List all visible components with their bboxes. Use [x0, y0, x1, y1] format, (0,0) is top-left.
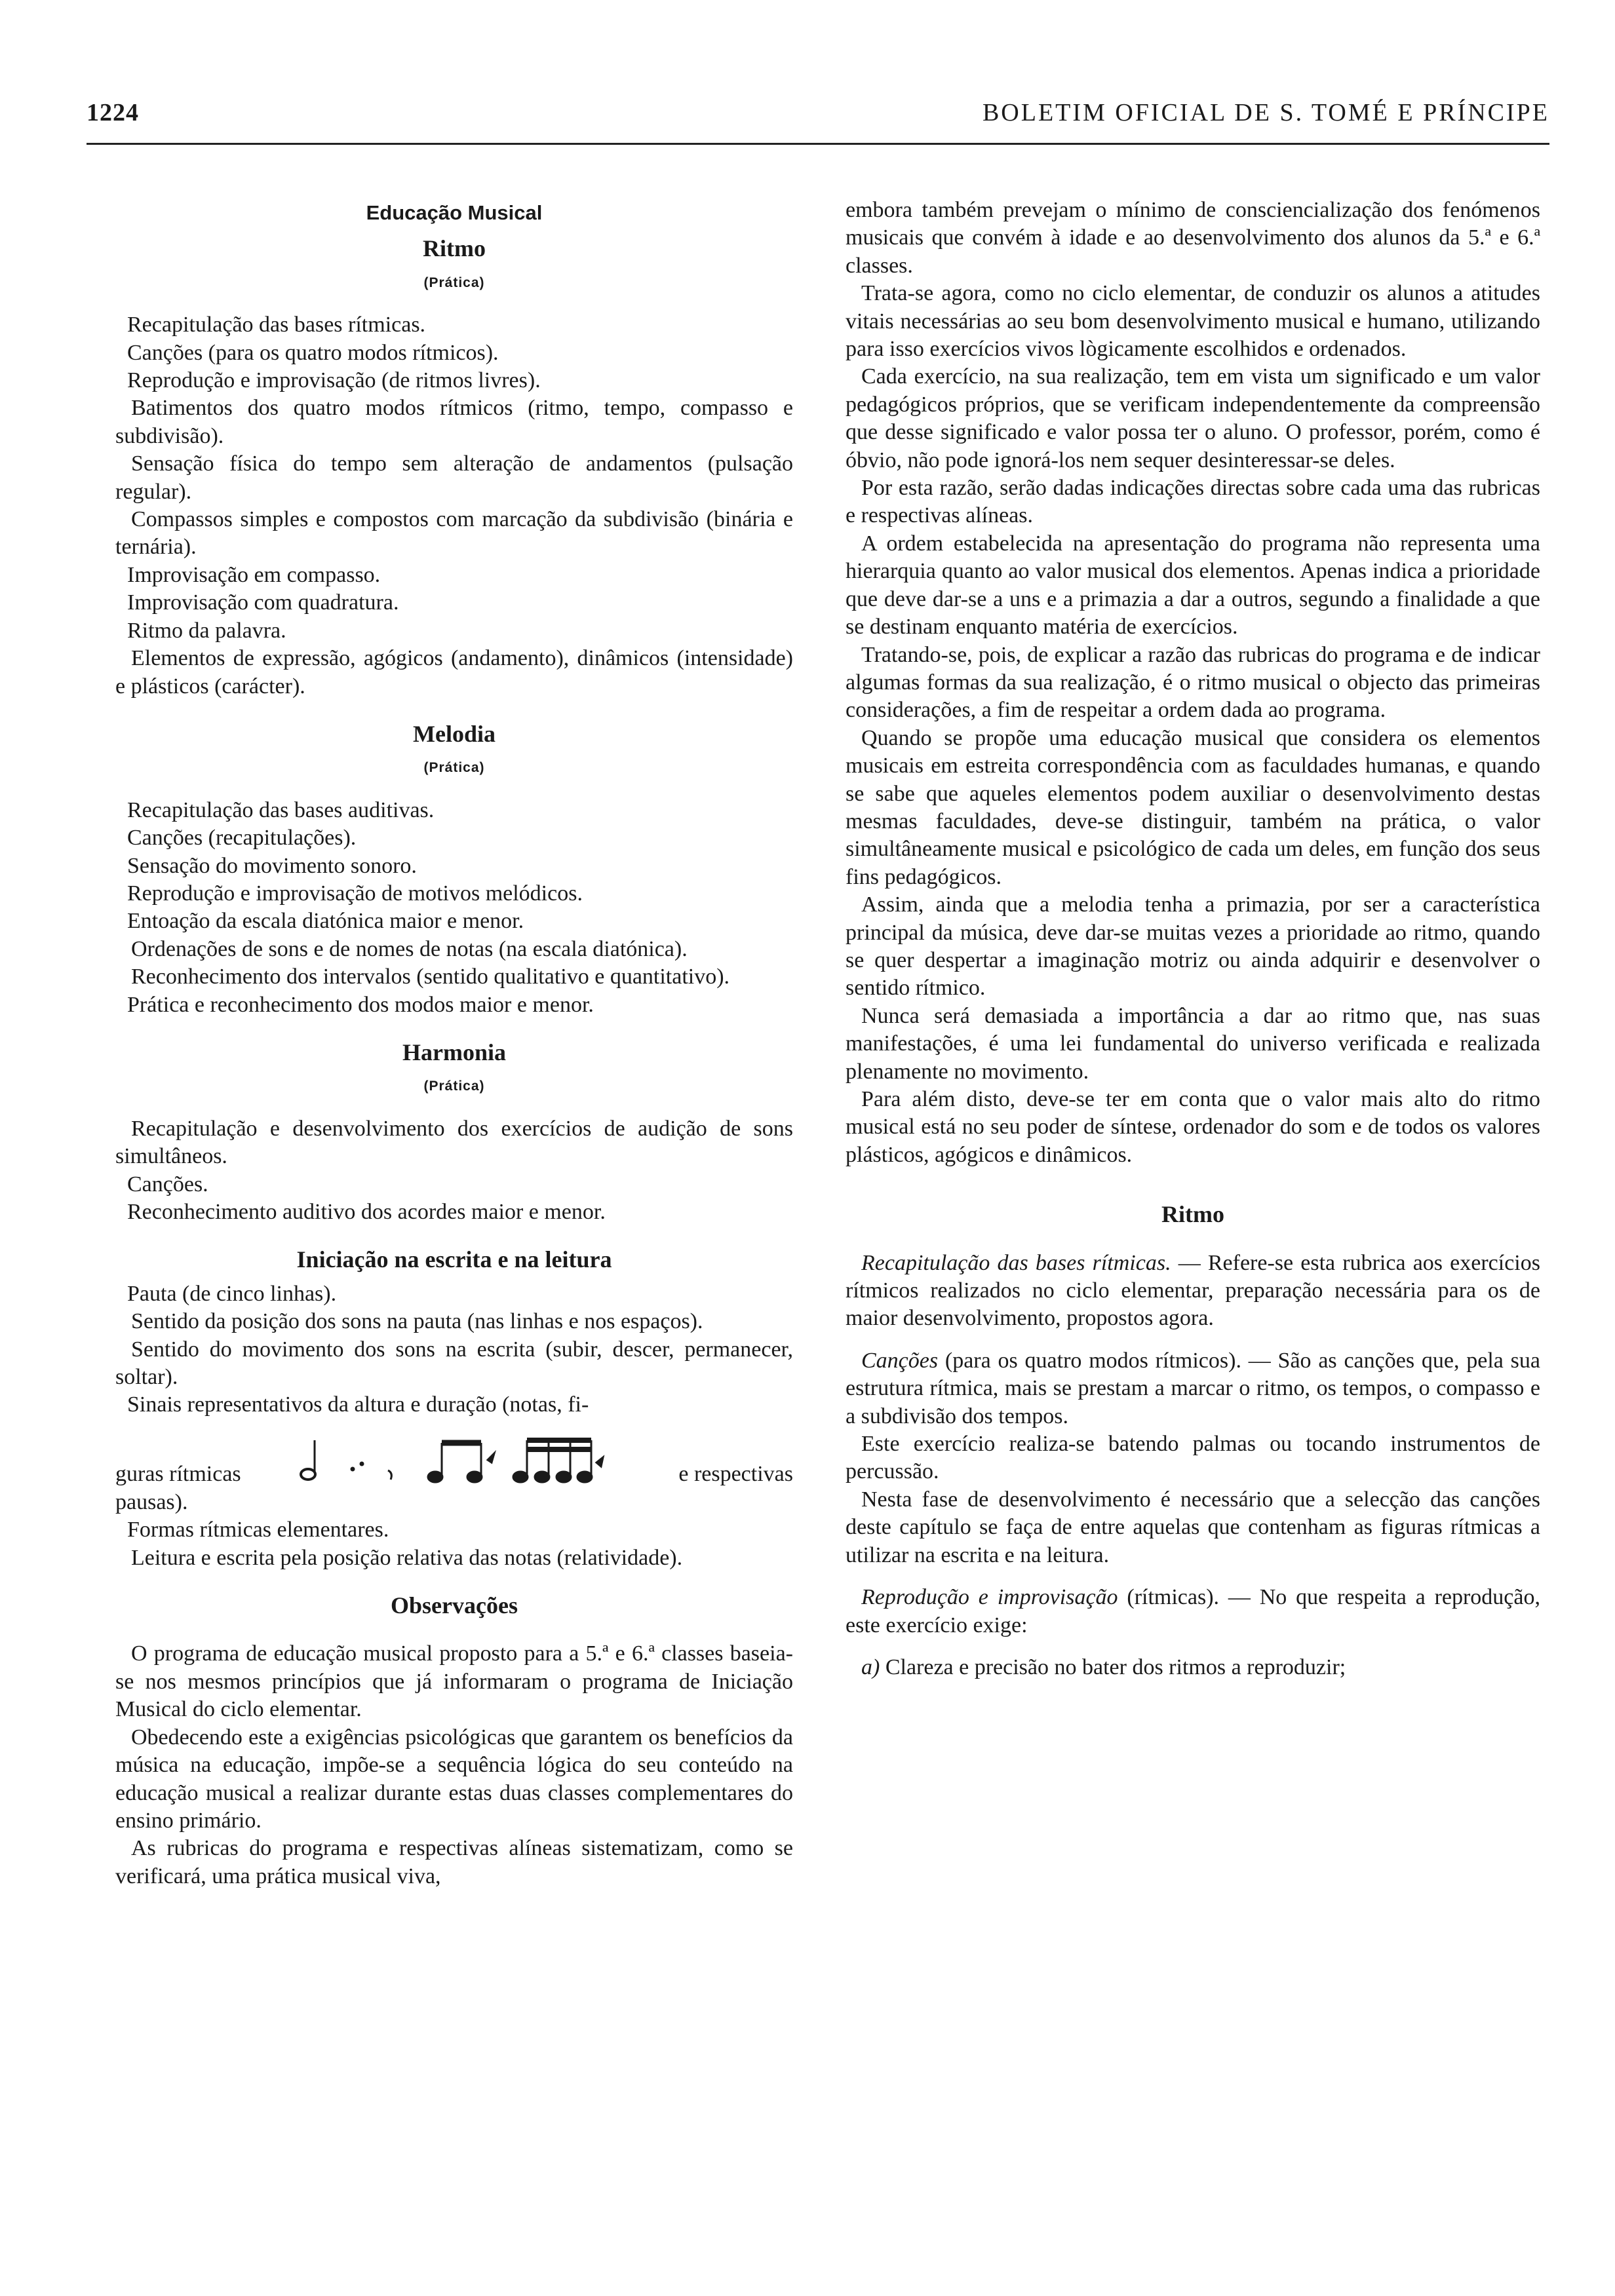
list-item: Canções (recapitulações).: [127, 826, 357, 851]
paragraph: Para além disto, deve-se ter em conta que o valor mais alto do ritmo musical está no seu poder de síntese, ordenador do som e de todos os valores plásticos, agógicos e dinâmicos.: [846, 1087, 1540, 1167]
paragraph: Nesta fase de desenvolvimento é necessário que a selecção das canções deste capítulo se faça de entre aquelas que contenham as figuras rítmicas a utilizar na escrita e na leitura.: [846, 1487, 1540, 1567]
iniciacao-title: Iniciação na escrita e na leitura: [296, 1246, 612, 1273]
list-item: Prática e reconhecimento dos modos maior e menor.: [127, 992, 594, 1017]
melodia-title: Melodia: [413, 720, 496, 747]
cancoes-text: (para os quatro modos rítmicos). — São as canções que, pela sua estrutura rítmica, mais se prestam a marcar o ritmo, os tempos, o compasso e a subdivisão dos tempos.: [846, 1348, 1540, 1428]
bulletin-title: BOLETIM OFICIAL DE S. TOMÉ E PRÍNCIPE: [982, 99, 1549, 126]
figuras-suffix: e respectivas: [678, 1462, 793, 1487]
recap-lead: Recapitulação das bases rítmicas.: [861, 1250, 1171, 1275]
harmonia-subtitle: (Prática): [423, 1079, 485, 1094]
reproducao-lead: Reprodução e improvisação: [861, 1585, 1118, 1610]
left-column: [115, 197, 793, 1890]
melodia-subtitle: (Prática): [423, 760, 485, 776]
list-item: Reprodução e improvisação (de ritmos livres).: [127, 368, 541, 393]
paragraph: [846, 1250, 1540, 1333]
list-item: Recapitulação das bases rítmicas.: [127, 313, 426, 337]
paragraph: [846, 1347, 1540, 1430]
list-item: Improvisação com quadratura.: [127, 590, 399, 615]
paragraph: [846, 1654, 1540, 1681]
header-rule: [87, 143, 1549, 145]
paragraph: Cada exercício, na sua realização, tem em vista um significado e um valor pedagógicos próprios, que se verificam independentemente da compreensão que desse significado e valor possa ter o aluno. O professor, porém, como é óbvio, não pode ignorá-los nem sequer desinteressar-se deles.: [846, 364, 1540, 472]
paragraph: [846, 1584, 1540, 1639]
list-item: Reconhecimento auditivo dos acordes maior e menor.: [127, 1200, 606, 1224]
paragraph: Tratando-se, pois, de explicar a razão das rubricas do programa e de indicar algumas formas da sua realização, é o ritmo musical o objecto das primeiras considerações, a fim de respeitar a ordem dada ao programa.: [846, 642, 1540, 723]
paragraph: O programa de educação musical proposto para a 5.ª e 6.ª classes baseia-se nos mesmos princípios que já informaram o programa de Iniciação Musical do ciclo elementar.: [115, 1641, 793, 1722]
rhythmic-figures-icon: [290, 1423, 631, 1489]
item-a-text: Clareza e precisão no bater dos ritmos a reproduzir;: [880, 1655, 1346, 1679]
right-column: [846, 197, 1540, 1681]
list-item: Sentido da posição dos sons na pauta (nas linhas e nos espaços).: [131, 1309, 703, 1334]
harmonia-title: Harmonia: [402, 1039, 506, 1065]
recap-text: — Refere-se esta rubrica aos exercícios rítmicos realizados no ciclo elementar, preparação necessária para os de maior desenvolvimento, propostos agora.: [846, 1250, 1540, 1331]
paragraph: As rubricas do programa e respectivas alíneas sistematizam, como se verificará, uma prática musical viva,: [115, 1836, 793, 1888]
list-item: Reprodução e improvisação de motivos melódicos.: [127, 881, 583, 906]
paragraph: Obedecendo este a exigências psicológicas que garantem os benefícios da música na educação, impõe-se a sequência lógica do seu conteúdo na educação musical a realizar durante estas duas classes complementares do ensino primário.: [115, 1725, 793, 1833]
list-item: Entoação da escala diatónica maior e menor.: [127, 909, 524, 934]
list-item: Canções (para os quatro modos rítmicos).: [127, 340, 499, 365]
paragraph: embora também prevejam o mínimo de consciencialização dos fenómenos musicais que convém à idade e ao desenvolvimento dos alunos da 5.ª e 6.ª classes.: [846, 198, 1540, 278]
list-item: Improvisação em compasso.: [127, 562, 381, 587]
observacoes-title: Observações: [391, 1592, 518, 1619]
list-item: Leitura e escrita pela posição relativa das notas (relatividade).: [131, 1545, 683, 1570]
list-item: Formas rítmicas elementares.: [127, 1518, 389, 1542]
list-item: pausas).: [115, 1489, 188, 1514]
list-item: Pauta (de cinco linhas).: [127, 1281, 337, 1306]
ritmo-subtitle: (Prática): [423, 275, 485, 290]
paragraph: Trata-se agora, como no ciclo elementar, de conduzir os alunos a atitudes vitais necessárias ao seu bom desenvolvimento musical e humano, utilizando para isso exercícios vivos lògicamente escolhidos e ordenados.: [846, 281, 1540, 362]
list-item: Recapitulação e desenvolvimento dos exercícios de audição de sons simultâneos.: [115, 1116, 793, 1169]
list-item: Elementos de expressão, agógicos (andamento), dinâmicos (intensidade) e plásticos (carácter).: [115, 646, 793, 698]
reproducao-text: (rítmicas). — No que respeita a reprodução, este exercício exige:: [846, 1585, 1540, 1637]
list-item: Batimentos dos quatro modos rítmicos (ritmo, tempo, compasso e subdivisão).: [115, 396, 793, 448]
paragraph: Quando se propõe uma educação musical que considera os elementos musicais em estreita correspondência com as faculdades humanas, e quando se sabe que aqueles elementos podem auxiliar o desenvolvimento destas mesmas faculdades, deve-se distinguir, também na prática, o valor simultâneamente musical e psicológico de cada um deles, em função dos seus fins pedagógicos.: [846, 725, 1540, 889]
list-item: Sentido do movimento dos sons na escrita (subir, descer, permanecer, soltar).: [115, 1337, 793, 1390]
cancoes-lead: Canções: [861, 1348, 939, 1373]
list-item: Recapitulação das bases auditivas.: [127, 797, 435, 822]
section-title: Educação Musical: [366, 201, 543, 224]
list-item: Sensação física do tempo sem alteração de andamentos (pulsação regular).: [115, 451, 793, 504]
running-head: [87, 98, 1549, 138]
list-item: Sinais representativos da altura e duração (notas, fi-: [127, 1392, 589, 1417]
ritmo-title: Ritmo: [423, 235, 486, 262]
paragraph: Assim, ainda que a melodia tenha a primazia, por ser a característica principal da música, deve dar-se muitas vezes a prioridade ao ritmo, quando se quer despertar a imaginação motriz ou ainda adquirir e desenvolver o sentido rítmico.: [846, 892, 1540, 1001]
list-item: Ordenações de sons e de nomes de notas (na escala diatónica).: [131, 936, 688, 961]
list-item: Reconhecimento dos intervalos (sentido qualitativo e quantitativo).: [131, 965, 730, 989]
paragraph: Por esta razão, serão dadas indicações directas sobre cada uma das rubricas e respectivas alíneas.: [846, 476, 1540, 528]
list-item: Sensação do movimento sonoro.: [127, 853, 417, 878]
paragraph: A ordem estabelecida na apresentação do programa não representa uma hierarquia quanto ao valor musical dos elementos. Apenas indica a prioridade que deve dar-se a uns e a primazia a dar a outros, segundo a finalidade a que se destinam enquanto matéria de exercícios.: [846, 531, 1540, 640]
rhythmic-figures-line: [115, 1419, 793, 1489]
item-a-lead: a): [861, 1655, 880, 1679]
paragraph: Este exercício realiza-se batendo palmas ou tocando instrumentos de percussão.: [846, 1432, 1540, 1484]
ritmo-subsection-title: Ritmo: [1161, 1201, 1224, 1228]
figuras-prefix: guras rítmicas: [115, 1462, 241, 1487]
list-item: Ritmo da palavra.: [127, 618, 286, 643]
page-number: 1224: [87, 99, 139, 126]
list-item: Compassos simples e compostos com marcação da subdivisão (binária e ternária).: [115, 507, 793, 560]
paragraph: Nunca será demasiada a importância a dar ao ritmo que, nas suas manifestações, é uma lei fundamental do universo verificada e realizada plenamente no movimento.: [846, 1003, 1540, 1084]
list-item: Canções.: [127, 1172, 208, 1196]
